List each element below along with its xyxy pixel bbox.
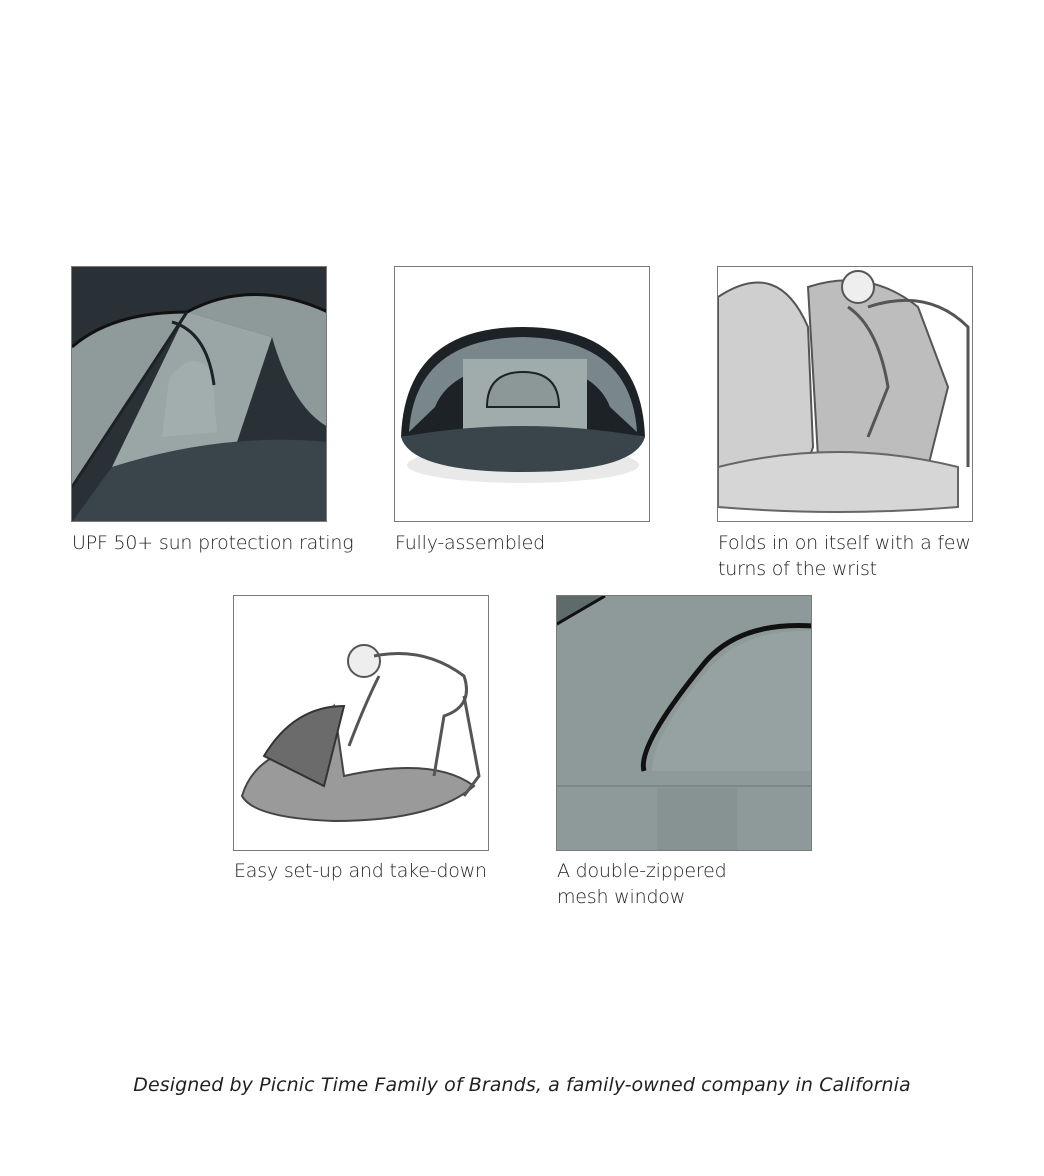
caption-zipper (557, 858, 726, 910)
caption-setup: Easy set-up and take-down (234, 860, 487, 882)
zipper-window-image (556, 595, 812, 851)
caption-upf: UPF 50+ sun protection rating (72, 532, 354, 554)
tent-front-image (394, 266, 650, 522)
caption-zipper-line-2: mesh window (557, 886, 686, 908)
caption-assembled: Fully-assembled (395, 532, 545, 554)
tent-interior-image (71, 266, 327, 522)
caption-folds-line-1: Folds in on itself with a few (718, 532, 971, 554)
folding-sketch-image (717, 266, 973, 522)
setup-sketch-image (233, 595, 489, 851)
caption-folds (718, 530, 971, 582)
footer-brand-note: Designed by Picnic Time Family of Brands, a family-owned company in California (133, 1074, 911, 1096)
caption-zipper-line-1: A double-zippered (557, 860, 727, 882)
caption-folds-line-2: turns of the wrist (718, 558, 877, 580)
